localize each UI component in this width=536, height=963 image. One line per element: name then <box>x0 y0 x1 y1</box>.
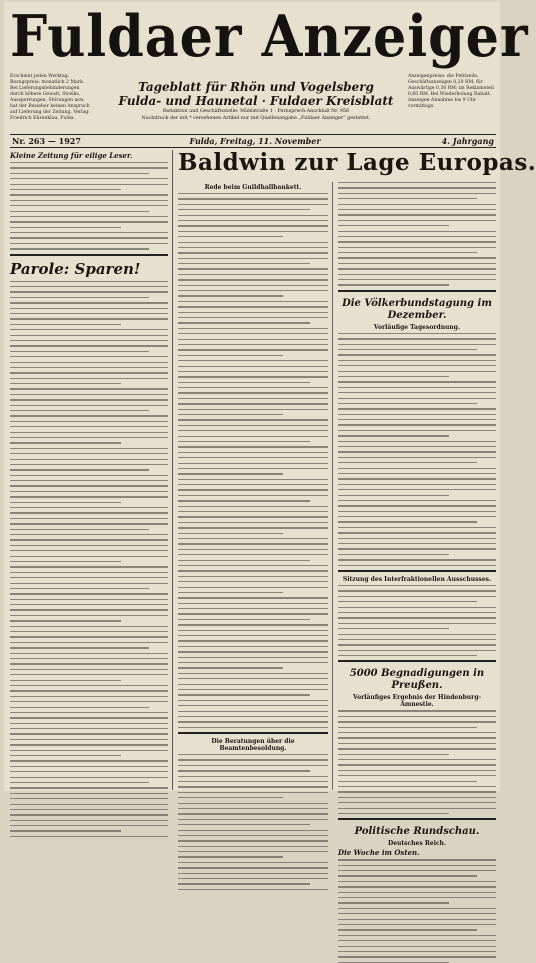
committee-heading: Sitzung des Interfraktionellen Ausschusses. <box>342 576 492 583</box>
volume-year: 4. Jahrgang <box>441 136 494 146</box>
league-of-nations-subheading: Vorläufige Tagesordnung. <box>373 323 461 331</box>
political-review-subheading: Deutsches Reich. <box>387 840 447 848</box>
main-article-body <box>178 193 328 728</box>
masthead-title: Fuldaer Anzeiger <box>10 3 529 70</box>
civil-servants-pay-heading: Die Beratungen über die Beamtenbesoldung. <box>211 738 295 753</box>
divider <box>338 660 496 662</box>
political-review-heading: Politische Rundschau. <box>354 826 480 838</box>
main-headline: Baldwin zur Lage Europas. <box>178 149 536 176</box>
league-of-nations-body <box>338 333 496 566</box>
short-news-body <box>10 162 168 250</box>
divider <box>338 570 496 572</box>
article-subheading: Rede beim Guildhallbankett. <box>204 184 302 191</box>
pardons-body <box>338 710 496 814</box>
left-column <box>10 150 168 790</box>
civil-servants-pay-body <box>178 754 328 890</box>
address-line: Redaktion und Geschäftsstelle: Mühlstraße 1 · Fernsprech-Anschluß Nr. 956 <box>162 109 350 114</box>
subscription-note: Erscheint jeden Werktag. Bezugspreis: monatlich 2 Mark. Bei Lieferungsbehinderungen durch höhere Gewalt, Streiks, Aussperrungen, Störungen usw. hat der Bezieher keinen Anspruch auf Lieferung der Zeitung. Verlag: Friedrich Ehrenklau, Fulda. <box>10 74 90 121</box>
right-column <box>338 182 496 858</box>
masthead-taglines <box>116 80 396 122</box>
political-review-kicker: Die Woche im Osten. <box>338 848 420 858</box>
divider <box>178 732 328 734</box>
short-news-heading: Kleine Zeitung für eilige Leser. <box>10 151 133 160</box>
divider <box>10 254 168 256</box>
middle-column <box>178 182 328 790</box>
main-article-continuation <box>338 182 496 286</box>
tagline-primary: Tageblatt für Rhön und Vogelsberg <box>138 80 374 94</box>
dateline-bar <box>10 134 496 148</box>
political-review-body <box>338 859 496 963</box>
tagline-secondary: Fulda- und Haunetal · Fuldaer Kreisblatt <box>118 94 394 108</box>
pardons-heading: 5000 Begnadigungen in Preußen. <box>349 668 485 692</box>
divider <box>338 290 496 292</box>
issue-number: Nr. 263 — 1927 <box>12 136 81 146</box>
date-place: Fulda, Freitag, 11. November <box>189 136 321 146</box>
divider <box>338 818 496 820</box>
pardons-subheading: Vorläufiges Ergebnis der Hindenburg-Amnestie. <box>352 694 482 709</box>
column-rule <box>332 182 333 790</box>
newspaper-page <box>4 2 536 858</box>
reprint-line: Nachdruck der mit * versehenen Artikel nur mit Quellenangabe „Fuldaer Anzeiger“ gestattet. <box>141 116 371 121</box>
advertising-note: Anzeigenpreise: die Petitzeile, Geschäftsanzeigen 0,20 RM, für Auswärtige 0,30 RM; im Reklameteil 0,60 RM. Bei Wiederholung Rabatt. Anzeigen-Annahme bis 9 Uhr vormittags. <box>408 74 494 109</box>
editorial-headline: Parole: Sparen! <box>10 259 141 278</box>
column-rule <box>172 150 173 790</box>
editorial-body <box>10 281 168 838</box>
committee-body <box>338 585 496 656</box>
league-of-nations-heading: Die Völkerbundstagung im Dezember. <box>342 297 492 321</box>
